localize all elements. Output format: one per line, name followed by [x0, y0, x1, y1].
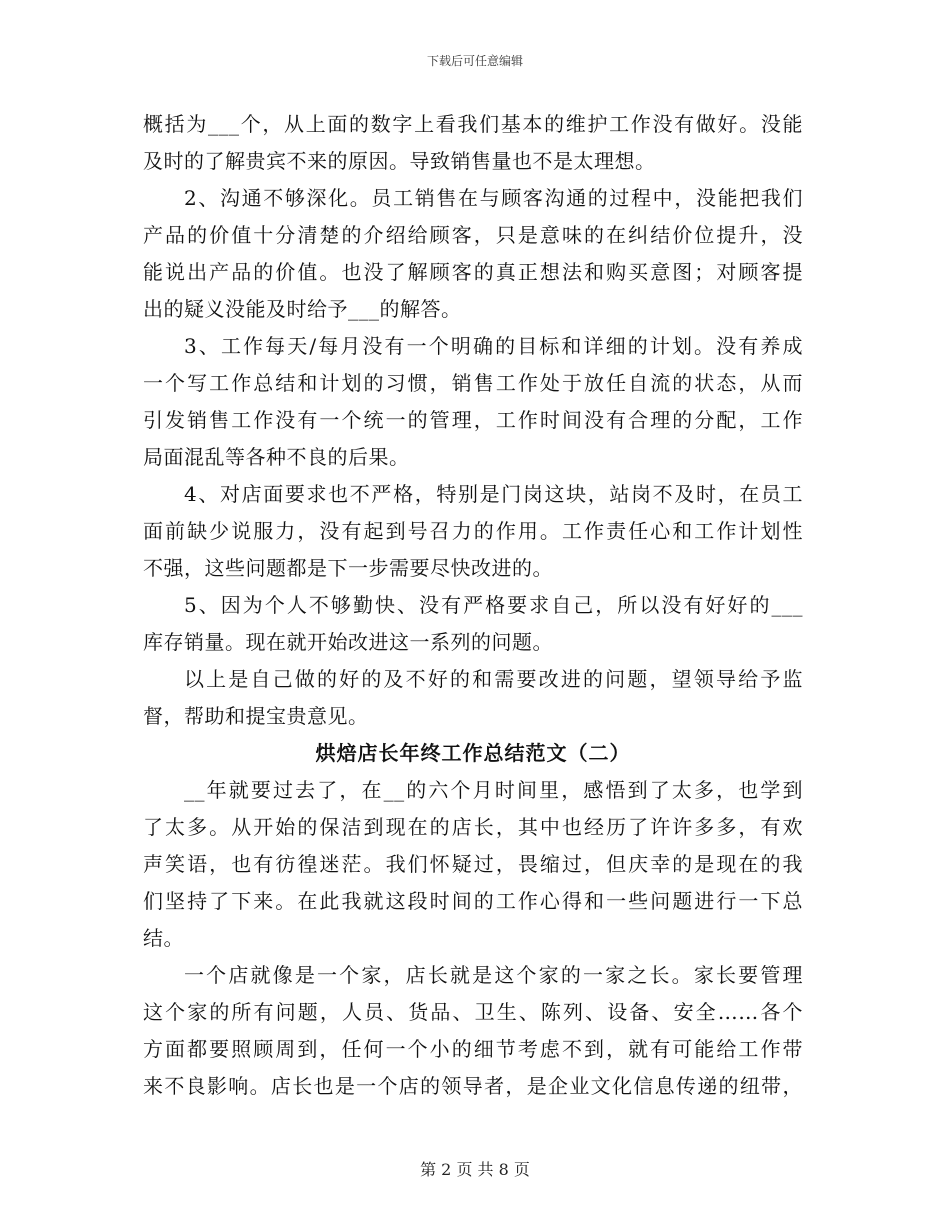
- text-line: 面前缺少说服力，没有起到号召力的作用。工作责任心和工作计划性: [143, 519, 803, 543]
- page-footer: 第 2 页 共 8 页: [420, 1160, 530, 1179]
- text-line: 库存销量。现在就开始改进这一系列的问题。: [143, 630, 553, 654]
- text-line: 了太多。从开始的保洁到现在的店长，其中也经历了许许多多，有欢: [143, 815, 803, 839]
- text-line: 3、工作每天/每月没有一个明确的目标和详细的计划。没有养成: [184, 334, 803, 358]
- text-line: 一个写工作总结和计划的习惯，销售工作处于放任自流的状态，从而: [143, 371, 803, 395]
- section-one: [143, 106, 803, 735]
- text-line: 及时的了解贵宾不来的原因。导致销售量也不是太理想。: [143, 149, 656, 173]
- text-line: 引发销售工作没有一个统一的管理，工作时间没有合理的分配，工作: [143, 408, 803, 432]
- text-line: __年就要过去了，在__的六个月时间里，感悟到了太多，也学到: [184, 778, 803, 802]
- text-line: 产品的价值十分清楚的介绍给顾客，只是意味的在纠结价位提升，没: [143, 223, 803, 247]
- section-heading: 烘焙店长年终工作总结范文（二）: [315, 741, 631, 765]
- text-line: 以上是自己做的好的及不好的和需要改进的问题，望领导给予监: [184, 667, 803, 691]
- text-line: 督，帮助和提宝贵意见。: [143, 704, 369, 728]
- text-line: 2、沟通不够深化。员工销售在与顾客沟通的过程中，没能把我们: [184, 186, 803, 210]
- text-line: 一个店就像是一个家，店长就是这个家的一家之长。家长要管理: [184, 963, 803, 987]
- section-two: [143, 772, 803, 1105]
- text-line: 概括为___个，从上面的数字上看我们基本的维护工作没有做好。没能: [143, 112, 803, 136]
- text-line: 局面混乱等各种不良的后果。: [143, 445, 410, 469]
- page-header: 下载后可任意编辑: [426, 54, 523, 68]
- text-line: 不强，这些问题都是下一步需要尽快改进的。: [143, 556, 553, 580]
- text-line: 声笑语，也有彷徨迷茫。我们怀疑过，畏缩过，但庆幸的是现在的我: [143, 852, 803, 876]
- text-line: 方面都要照顾周到，任何一个小的细节考虑不到，就有可能给工作带: [143, 1037, 803, 1061]
- text-line: 结。: [143, 926, 184, 950]
- text-line: 这个家的所有问题，人员、货品、卫生、陈列、设备、安全……各个: [143, 1000, 803, 1024]
- text-line: 4、对店面要求也不严格，特别是门岗这块，站岗不及时，在员工: [184, 482, 803, 506]
- text-line: 5、因为个人不够勤快、没有严格要求自己，所以没有好好的___: [184, 593, 803, 617]
- text-line: 们坚持了下来。在此我就这段时间的工作心得和一些问题进行一下总: [143, 889, 803, 913]
- text-line: 来不良影响。店长也是一个店的领导者，是企业文化信息传递的纽带，: [143, 1074, 803, 1098]
- document-body: [143, 106, 803, 1105]
- text-line: 能说出产品的价值。也没了解顾客的真正想法和购买意图；对顾客提: [143, 260, 803, 284]
- text-line: 出的疑义没能及时给予___的解答。: [143, 297, 462, 321]
